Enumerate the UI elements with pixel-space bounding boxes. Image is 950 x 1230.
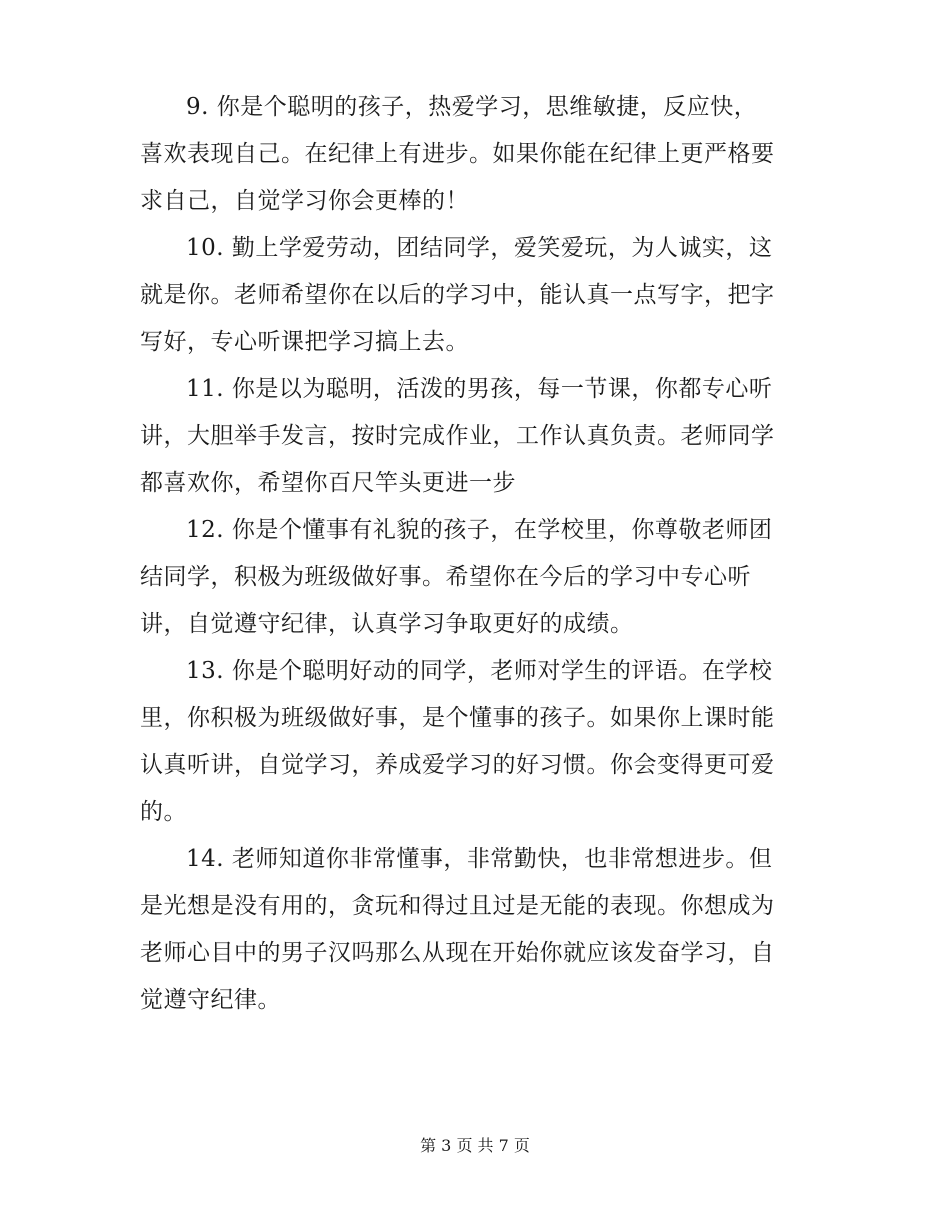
- page-number-footer: 第 3 页 共 7 页: [420, 1136, 530, 1155]
- paragraph-line: 都喜欢你，希望你百尺竿头更进一步: [140, 470, 516, 496]
- paragraph-line: 认真听讲，自觉学习，养成爱学习的好习惯。你会变得更可爱: [140, 752, 775, 778]
- paragraph-line: 写好，专心听课把学习搞上去。: [140, 329, 469, 355]
- paragraph-line: 的。: [140, 799, 187, 825]
- paragraph-line: 老师心目中的男子汉吗那么从现在开始你就应该发奋学习，自: [140, 940, 775, 966]
- paragraph-line: 是光想是没有用的，贪玩和得过且过是无能的表现。你想成为: [140, 893, 775, 919]
- paragraph-line: 12. 你是个懂事有礼貌的孩子，在学校里，你尊敬老师团: [186, 517, 773, 543]
- paragraph-line: 讲，大胆举手发言，按时完成作业，工作认真负责。老师同学: [140, 423, 775, 449]
- paragraph-line: 觉遵守纪律。: [140, 987, 281, 1013]
- paragraph-11: [140, 366, 810, 507]
- paragraph-10: [140, 225, 810, 366]
- paragraph-13: [140, 648, 810, 836]
- paragraph-line: 11. 你是以为聪明，活泼的男孩，每一节课，你都专心听: [186, 376, 773, 402]
- paragraph-line: 喜欢表现自己。在纪律上有进步。如果你能在纪律上更严格要: [140, 141, 775, 167]
- paragraph-line: 14. 老师知道你非常懂事，非常勤快，也非常想进步。但: [186, 846, 773, 872]
- paragraph-12: [140, 507, 810, 648]
- paragraph-line: 里，你积极为班级做好事，是个懂事的孩子。如果你上课时能: [140, 705, 775, 731]
- paragraph-line: 13. 你是个聪明好动的同学，老师对学生的评语。在学校: [186, 658, 773, 684]
- paragraph-9: [140, 84, 810, 225]
- paragraph-line: 讲，自觉遵守纪律，认真学习争取更好的成绩。: [140, 611, 634, 637]
- paragraph-line: 求自己，自觉学习你会更棒的！: [140, 188, 469, 214]
- document-body: [140, 84, 810, 1024]
- paragraph-line: 9. 你是个聪明的孩子，热爱学习，思维敏捷，反应快，: [186, 94, 758, 120]
- paragraph-line: 就是你。老师希望你在以后的学习中，能认真一点写字，把字: [140, 282, 775, 308]
- paragraph-14: [140, 836, 810, 1024]
- paragraph-line: 10. 勤上学爱劳动，团结同学，爱笑爱玩，为人诚实，这: [186, 235, 773, 261]
- paragraph-line: 结同学，积极为班级做好事。希望你在今后的学习中专心听: [140, 564, 751, 590]
